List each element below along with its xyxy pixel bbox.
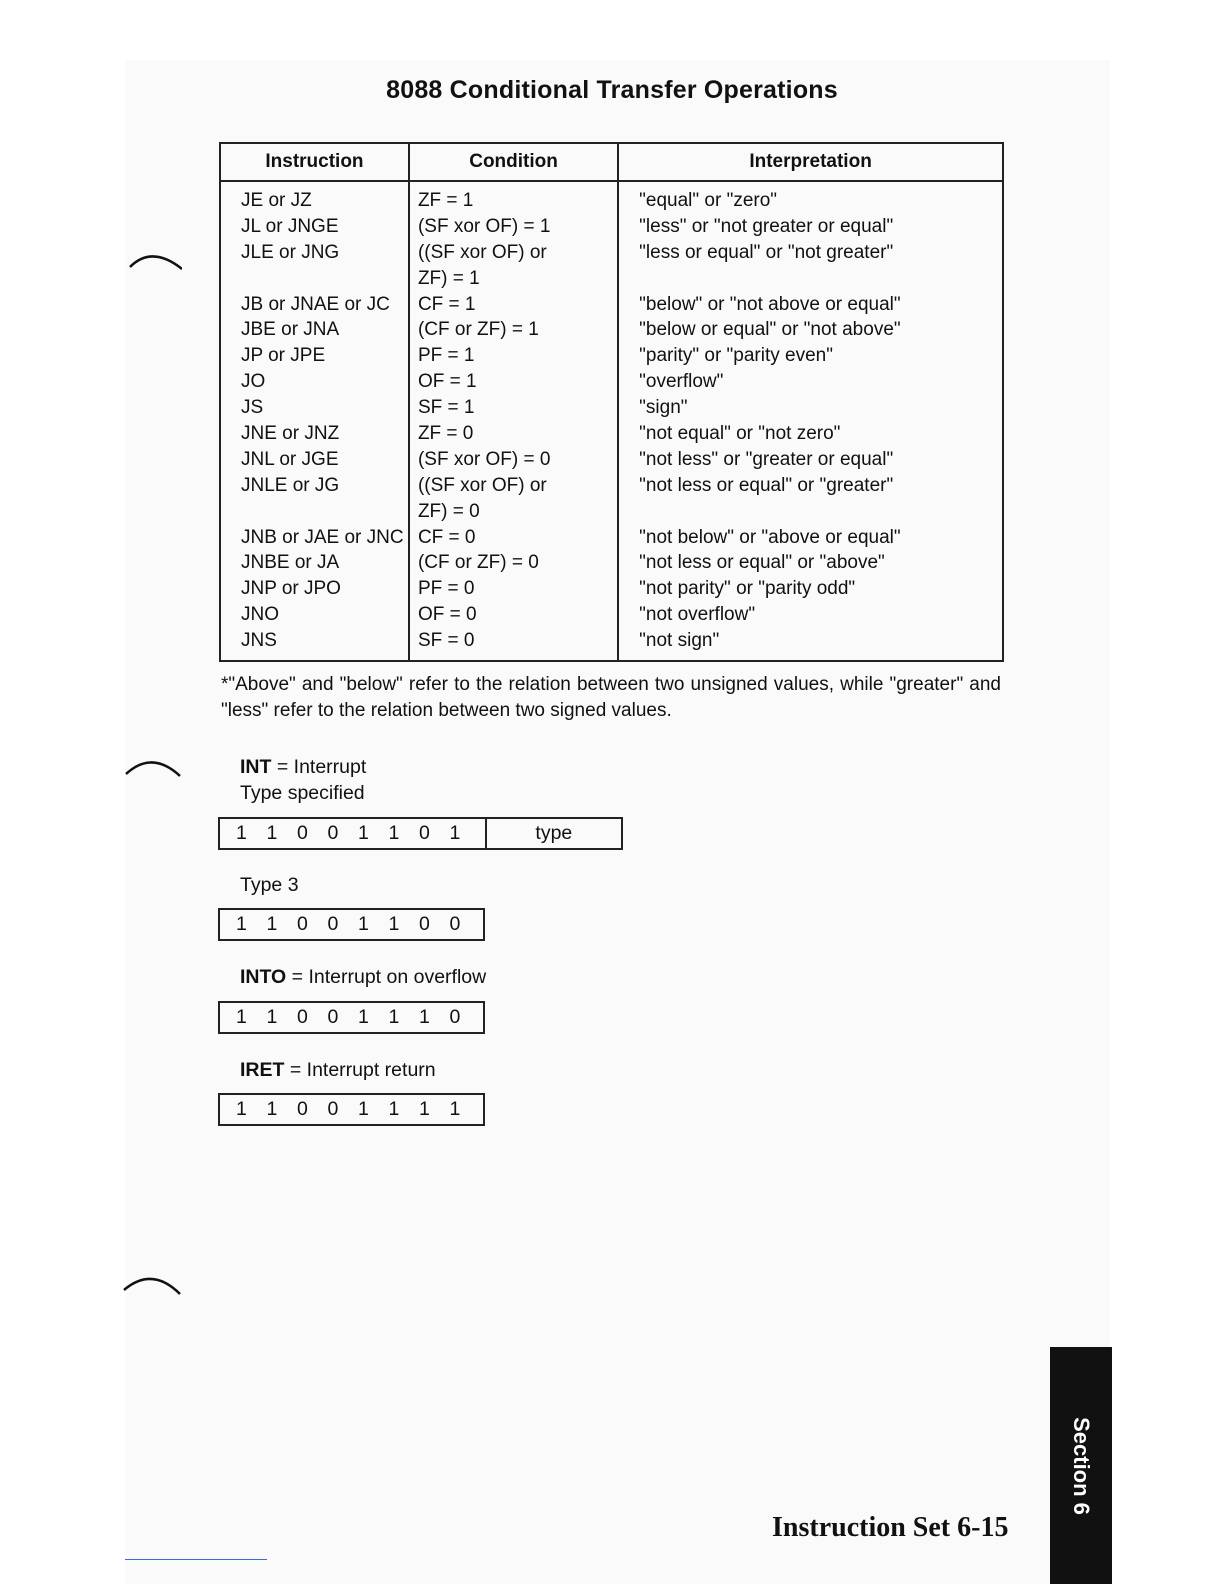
instruction-cell: JNE or JNZ xyxy=(241,423,340,445)
bit: 1 xyxy=(236,913,247,935)
instruction-cell: JNL or JGE xyxy=(241,448,339,470)
bit: 0 xyxy=(297,913,308,935)
condition-cell: ZF = 1 xyxy=(417,190,474,211)
instruction-cell: JE or JZ xyxy=(241,190,312,211)
into-label xyxy=(240,966,486,989)
bit: 1 xyxy=(388,1006,400,1028)
instruction-cell: JB or JNAE or JC xyxy=(241,293,390,315)
instruction-cell: JNBE or JA xyxy=(241,552,340,574)
opcode-bits xyxy=(220,822,485,845)
int-label xyxy=(240,756,366,779)
condition-cell: ZF = 0 xyxy=(417,423,474,445)
bit: 0 xyxy=(449,1006,461,1028)
condition-cell: OF = 1 xyxy=(417,371,477,393)
int-type-specified-encoding xyxy=(218,817,623,850)
type-specified-label: Type specified xyxy=(240,782,365,804)
bit: 0 xyxy=(297,822,308,844)
interpretation-cell: "not parity" or "parity odd" xyxy=(639,578,856,600)
bit: 1 xyxy=(449,1098,461,1120)
condition-cell: (CF or ZF) = 0 xyxy=(417,552,539,574)
interpretation-cell: "parity" or "parity even" xyxy=(639,345,833,367)
interpretation-cell: "equal" or "zero" xyxy=(639,190,778,211)
punch-hole-mark xyxy=(122,247,182,275)
bit: 1 xyxy=(266,1006,278,1028)
instruction-cell: JP or JPE xyxy=(241,345,326,367)
interpretation-cell: "not less or equal" or "greater" xyxy=(639,474,894,496)
int-description: = Interrupt xyxy=(271,756,367,778)
interpretation-cell: "not below" or "above or equal" xyxy=(639,526,901,548)
bit: 1 xyxy=(419,1098,430,1120)
bit: 1 xyxy=(388,822,400,844)
bit: 0 xyxy=(419,913,430,935)
bit: 1 xyxy=(266,1098,278,1120)
footnote: *"Above" and "below" refer to the relation between two unsigned values, while "greater" and "less" refer to the relation between two signed values. xyxy=(221,674,1001,721)
instruction-cell: JS xyxy=(241,397,264,419)
instruction-cell: JNO xyxy=(241,604,279,626)
interpretation-cell: "overflow" xyxy=(639,371,724,393)
bit: 1 xyxy=(236,822,247,844)
condition-cell: (SF xor OF) = 0 xyxy=(417,448,551,470)
interpretation-cell: "not less or equal" or "above" xyxy=(639,552,885,574)
iret-label xyxy=(240,1059,436,1082)
page-footer: Instruction Set 6-15 xyxy=(772,1512,1009,1543)
iret-encoding xyxy=(218,1093,485,1126)
int-type3-encoding xyxy=(218,908,485,941)
section-tab xyxy=(1050,1347,1112,1584)
iret-mnemonic: IRET xyxy=(240,1059,285,1081)
bit: 0 xyxy=(327,913,339,935)
type3-label: Type 3 xyxy=(240,874,299,896)
conditional-transfer-table xyxy=(219,142,1004,662)
iret-description: = Interrupt return xyxy=(284,1059,436,1081)
condition-cell: ((SF xor OF) or xyxy=(417,241,547,263)
punch-hole-mark xyxy=(122,752,182,780)
instruction-cell: JO xyxy=(241,371,266,393)
opcode-bits xyxy=(220,1098,483,1121)
interpretation-cell: "below or equal" or "not above" xyxy=(639,319,901,341)
column-header-condition: Condition xyxy=(409,143,618,181)
bit: 1 xyxy=(358,1098,369,1120)
opcode-bits xyxy=(220,1006,483,1029)
page-title: 8088 Conditional Transfer Operations xyxy=(386,76,838,104)
interpretation-cell: "not sign" xyxy=(639,630,720,652)
bit: 1 xyxy=(388,1098,400,1120)
bit: 0 xyxy=(327,1098,339,1120)
condition-cell: ZF) = 0 xyxy=(417,500,480,522)
interpretation-cell: "sign" xyxy=(639,397,688,419)
bit: 1 xyxy=(236,1006,247,1028)
bit: 1 xyxy=(358,913,369,935)
instruction-column xyxy=(220,181,409,661)
bit: 1 xyxy=(236,1098,247,1120)
condition-cell: CF = 0 xyxy=(417,526,476,548)
into-encoding xyxy=(218,1001,485,1034)
instruction-cell: JBE or JNA xyxy=(241,319,340,341)
bottom-rule xyxy=(125,1559,267,1560)
condition-cell: OF = 0 xyxy=(417,604,477,626)
instruction-cell: JLE or JNG xyxy=(241,241,340,263)
into-mnemonic: INTO xyxy=(240,966,287,988)
section-tab-label: Section 6 xyxy=(1069,1416,1094,1515)
bit: 1 xyxy=(388,913,400,935)
column-header-interpretation: Interpretation xyxy=(618,143,1003,181)
condition-cell: ((SF xor OF) or xyxy=(417,474,547,496)
into-description: = Interrupt on overflow xyxy=(286,966,487,988)
condition-cell: PF = 0 xyxy=(417,578,475,600)
condition-cell: PF = 1 xyxy=(417,345,475,367)
condition-cell: (SF xor OF) = 1 xyxy=(417,215,551,237)
instruction-cell: JNS xyxy=(241,630,277,652)
instruction-cell: JNLE or JG xyxy=(241,474,340,496)
condition-cell: ZF) = 1 xyxy=(417,267,480,289)
condition-column xyxy=(409,181,618,661)
interpretation-column xyxy=(618,181,1003,661)
bit: 1 xyxy=(419,1006,430,1028)
bit: 0 xyxy=(327,822,339,844)
bit: 1 xyxy=(266,913,278,935)
condition-cell: (CF or ZF) = 1 xyxy=(417,319,539,341)
column-header-instruction: Instruction xyxy=(220,143,409,181)
interpretation-cell: "not less" or "greater or equal" xyxy=(639,448,894,470)
interpretation-cell: "not overflow" xyxy=(639,604,756,626)
bit: 0 xyxy=(297,1098,308,1120)
punch-hole-mark xyxy=(122,1268,182,1296)
bit: 1 xyxy=(358,1006,369,1028)
interpretation-cell: "below" or "not above or equal" xyxy=(639,293,901,315)
instruction-cell: JL or JNGE xyxy=(241,215,339,237)
bit: 0 xyxy=(297,1006,308,1028)
opcode-bits xyxy=(220,913,483,936)
instruction-cell: JNP or JPO xyxy=(241,578,341,600)
bit: 1 xyxy=(266,822,278,844)
condition-cell: SF = 0 xyxy=(417,630,475,652)
condition-cell: CF = 1 xyxy=(417,293,476,315)
instruction-cell: JNB or JAE or JNC xyxy=(241,526,404,548)
interpretation-cell: "less" or "not greater or equal" xyxy=(639,215,894,237)
condition-cell: SF = 1 xyxy=(417,397,475,419)
bit: 1 xyxy=(449,822,461,844)
int-mnemonic: INT xyxy=(240,756,272,778)
bit: 0 xyxy=(327,1006,339,1028)
interpretation-cell: "not equal" or "not zero" xyxy=(639,423,841,445)
bit: 0 xyxy=(419,822,430,844)
type-field: type xyxy=(485,819,621,848)
bit: 1 xyxy=(358,822,369,844)
bit: 0 xyxy=(449,913,461,935)
interpretation-cell: "less or equal" or "not greater" xyxy=(639,241,894,263)
